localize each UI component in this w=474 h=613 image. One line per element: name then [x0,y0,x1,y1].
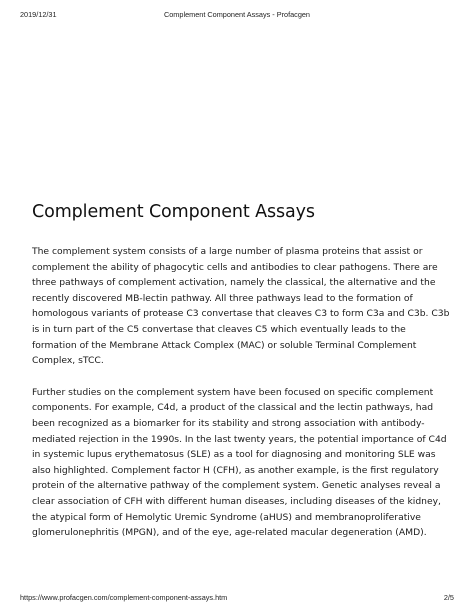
print-page-title: Complement Component Assays - Profacgen [163,10,310,19]
article [32,200,452,557]
print-footer [20,593,454,605]
print-page-number: 2/5 [443,593,454,602]
article-heading: Complement Component Assays [32,202,315,222]
article-paragraph-1: The complement system consists of a large number of plasma proteins that assist or complement the ability of phagocytic cells and antibodies to clear pathogens. There are three pathways of complement activation, namely the classical, the alternative and the recently discovered MB-lectin pathway. All three pathways lead to the formation of homologous variants of protease C3 convertase that cleaves C3 to form C3a and C3b. C3b is in turn part of the C5 convertase that cleaves C5 which eventually leads to the formation of the Membrane Attack Complex (MAC) or soluble Terminal Complement Complex, sTCC. [32,246,450,367]
print-url: https://www.profacgen.com/complement-component-assays.htm [20,593,228,602]
print-date: 2019/12/31 [20,10,57,19]
print-header [20,10,454,22]
article-paragraph-2: Further studies on the complement system have been focused on specific complement components. For example, C4d, a product of the classical and the lectin pathways, had been recognized as a biomarker for its stability and strong association with antibody-mediated rejection in the 1990s. In the last twenty years, the potential importance of C4d in systemic lupus erythematosus (SLE) as a tool for diagnosing and monitoring SLE was also highlighted. Complement factor H (CFH), as another example, is the first regulatory protein of the alternative pathway of the complement system. Genetic analyses reveal a clear association of CFH with different human diseases, including diseases of the kidney, the atypical form of Hemolytic Uremic Syndrome (aHUS) and membranoproliferative glomerulonephritis (MPGN), and of the eye, age-related macular degeneration (AMD). [32,386,447,539]
